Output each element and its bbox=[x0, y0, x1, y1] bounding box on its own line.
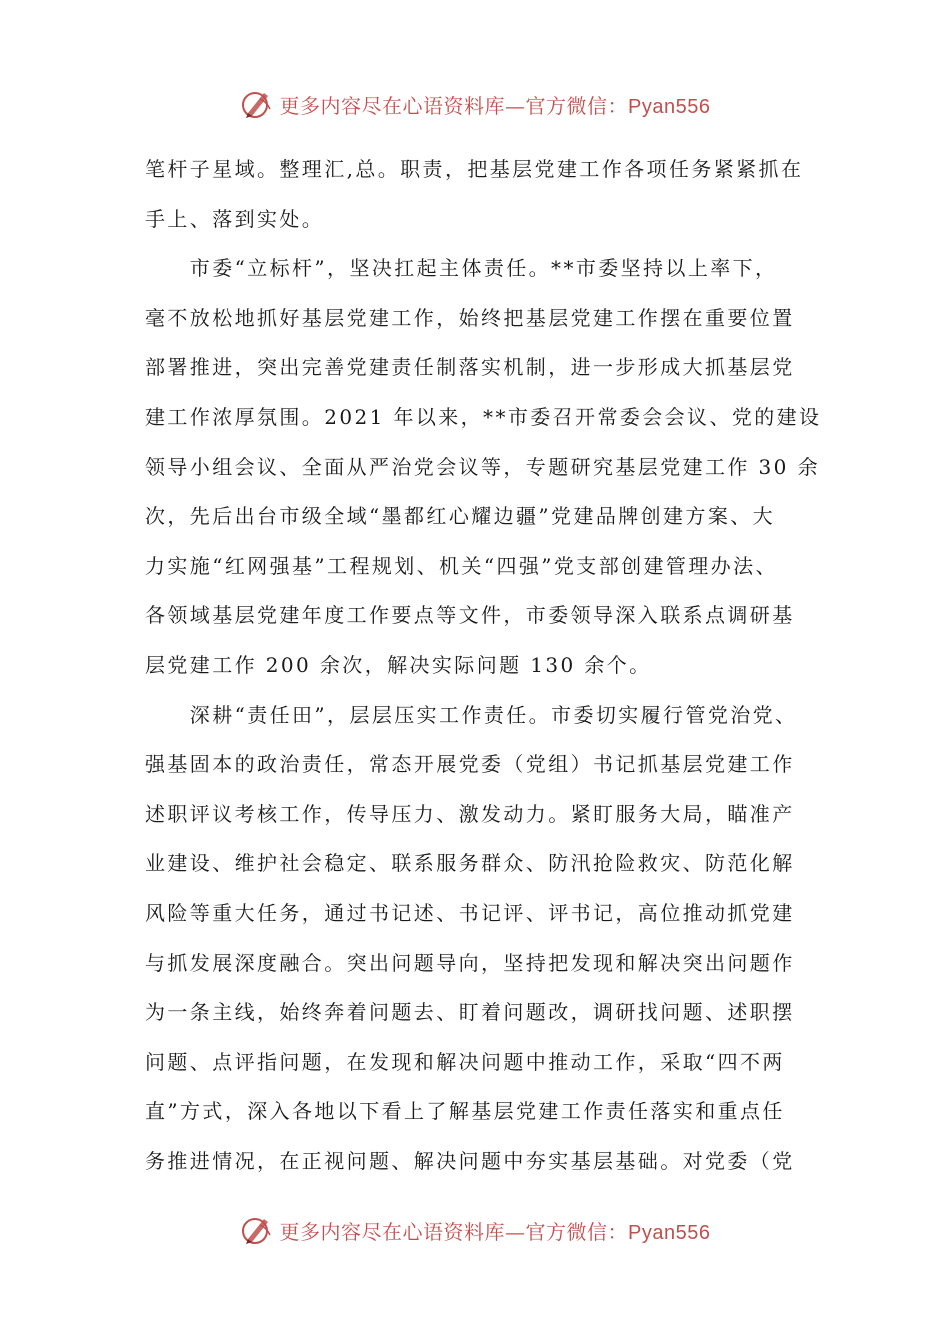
body-line: 领导小组会议、全面从严治党会议等，专题研究基层党建工作 30 余 bbox=[145, 454, 820, 479]
footer-banner-label: 更多内容尽在心语资料库—官方微信： bbox=[279, 1219, 629, 1244]
body-line: 次，先后出台市级全域“墨都红心耀边疆”党建品牌创建方案、大 bbox=[145, 504, 776, 529]
body-line: 与抓发展深度融合。突出问题导向，坚持把发现和解决突出问题作 bbox=[145, 950, 795, 975]
body-line: 风险等重大任务，通过书记述、书记评、评书记，高位推动抓党建 bbox=[145, 900, 795, 925]
header-wechat-handle: Pyan556 bbox=[628, 95, 711, 118]
body-line: 强基固本的政治责任，常态开展党委（党组）书记抓基层党建工作 bbox=[145, 752, 795, 777]
page-footer bbox=[0, 1210, 950, 1250]
body-line: 建工作浓厚氛围。2021 年以来，**市委召开常委会会议、党的建设 bbox=[145, 404, 822, 429]
body-line: 力实施“红网强基”工程规划、机关“四强”党支部创建管理办法、 bbox=[145, 553, 778, 578]
header-banner-text bbox=[280, 90, 711, 119]
body-line: 问题、点评指问题，在发现和解决问题中推动工作，采取“四不两 bbox=[145, 1049, 785, 1074]
page-header bbox=[0, 84, 950, 124]
document-body bbox=[145, 145, 822, 1186]
body-line: 市委“立标杆”，坚决扛起主体责任。**市委坚持以上率下， bbox=[145, 256, 778, 281]
body-line: 手上、落到实处。 bbox=[145, 206, 325, 231]
footer-wechat-handle: Pyan556 bbox=[628, 1221, 711, 1244]
body-line: 务推进情况，在正视问题、解决问题中夯实基层基础。对党委（党 bbox=[145, 1148, 795, 1173]
body-line: 笔杆子星域。整理汇,总。职责，把基层党建工作各项任务紧紧抓在 bbox=[145, 157, 804, 181]
header-banner bbox=[240, 87, 711, 121]
footer-banner-text bbox=[280, 1216, 711, 1245]
body-line: 业建设、维护社会稳定、联系服务群众、防汛抢险救灾、防范化解 bbox=[145, 851, 795, 876]
header-banner-label: 更多内容尽在心语资料库—官方微信： bbox=[279, 93, 629, 118]
body-line: 各领域基层党建年度工作要点等文件，市委领导深入联系点调研基 bbox=[145, 603, 795, 628]
body-line: 直”方式，深入各地以下看上了解基层党建工作责任落实和重点任 bbox=[145, 1099, 785, 1124]
body-line: 为一条主线，始终奔着问题去、盯着问题改，调研找问题、述职摆 bbox=[145, 1000, 795, 1025]
body-line: 层党建工作 200 余次，解决实际问题 130 余个。 bbox=[145, 652, 652, 677]
footer-banner bbox=[240, 1213, 711, 1247]
pen-logo-icon bbox=[240, 87, 274, 121]
body-line: 述职评议考核工作，传导压力、激发动力。紧盯服务大局，瞄准产 bbox=[145, 801, 795, 826]
body-line: 深耕“责任田”，层层压实工作责任。市委切实履行管党治党、 bbox=[145, 702, 798, 727]
pen-logo-icon bbox=[240, 1213, 274, 1247]
body-line: 毫不放松地抓好基层党建工作，始终把基层党建工作摆在重要位置 bbox=[145, 305, 795, 330]
body-line: 部署推进，突出完善党建责任制落实机制，进一步形成大抓基层党 bbox=[145, 355, 795, 380]
